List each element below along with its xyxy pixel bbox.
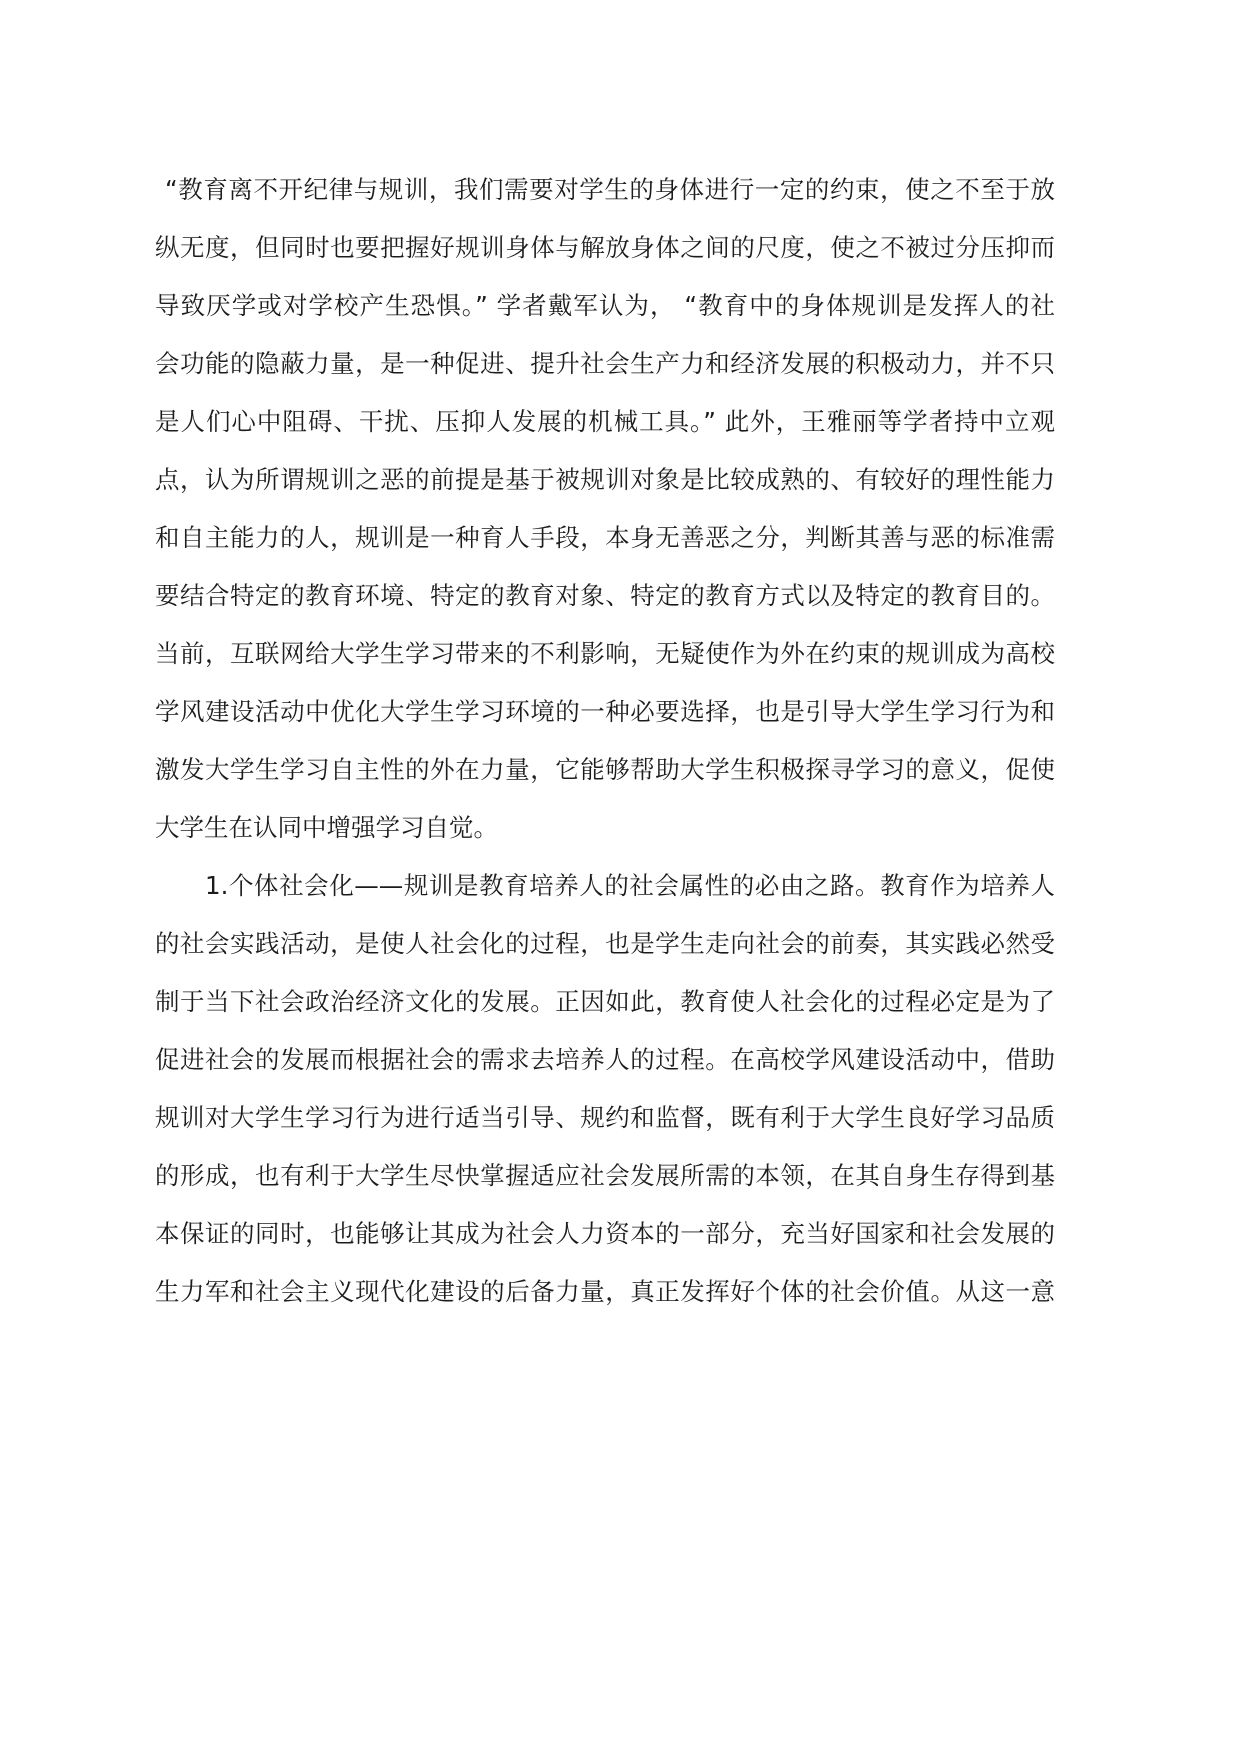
text-line: 纵无度，但同时也要把握好规训身体与解放身体之间的尺度，使之不被过分压抑而 xyxy=(155,233,1055,262)
text-line: 激发大学生学习自主性的外在力量，它能够帮助大学生积极探寻学习的意义，促使 xyxy=(155,755,1055,784)
section-heading-line: 1.个体社会化——规训是教育培养人的社会属性的必由之路。教育作为培养人 xyxy=(205,871,1055,900)
text-line: 导致厌学或对学校产生恐惧。” 学者戴军认为， “教育中的身体规训是发挥人的社 xyxy=(155,291,1055,320)
text-line: 规训对大学生学习行为进行适当引导、规约和监督，既有利于大学生良好学习品质 xyxy=(155,1103,1055,1132)
text-line: 大学生在认同中增强学习自觉。 xyxy=(155,813,498,842)
text-line: 生力军和社会主义现代化建设的后备力量，真正发挥好个体的社会价值。从这一意 xyxy=(155,1277,1055,1306)
text-line: 点，认为所谓规训之恶的前提是基于被规训对象是比较成熟的、有较好的理性能力 xyxy=(155,465,1055,494)
text-line: 的社会实践活动，是使人社会化的过程，也是学生走向社会的前奏，其实践必然受 xyxy=(155,929,1055,958)
text-line: 制于当下社会政治经济文化的发展。正因如此，教育使人社会化的过程必定是为了 xyxy=(155,987,1055,1016)
text-line: “教育离不开纪律与规训，我们需要对学生的身体进行一定的约束，使之不至于放 xyxy=(165,175,1055,204)
text-line: 是人们心中阻碍、干扰、压抑人发展的机械工具。” 此外，王雅丽等学者持中立观 xyxy=(155,407,1055,436)
text-line: 的形成，也有利于大学生尽快掌握适应社会发展所需的本领，在其自身生存得到基 xyxy=(155,1161,1055,1190)
text-line: 当前，互联网给大学生学习带来的不利影响，无疑使作为外在约束的规训成为高校 xyxy=(155,639,1055,668)
text-line: 要结合特定的教育环境、特定的教育对象、特定的教育方式以及特定的教育目的。 xyxy=(155,581,1055,610)
text-line: 会功能的隐蔽力量，是一种促进、提升社会生产力和经济发展的积极动力，并不只 xyxy=(155,349,1055,378)
text-line: 促进社会的发展而根据社会的需求去培养人的过程。在高校学风建设活动中，借助 xyxy=(155,1045,1055,1074)
text-line: 和自主能力的人，规训是一种育人手段，本身无善恶之分，判断其善与恶的标准需 xyxy=(155,523,1055,552)
text-line: 本保证的同时，也能够让其成为社会人力资本的一部分，充当好国家和社会发展的 xyxy=(155,1219,1055,1248)
text-line: 学风建设活动中优化大学生学习环境的一种必要选择，也是引导大学生学习行为和 xyxy=(155,697,1055,726)
